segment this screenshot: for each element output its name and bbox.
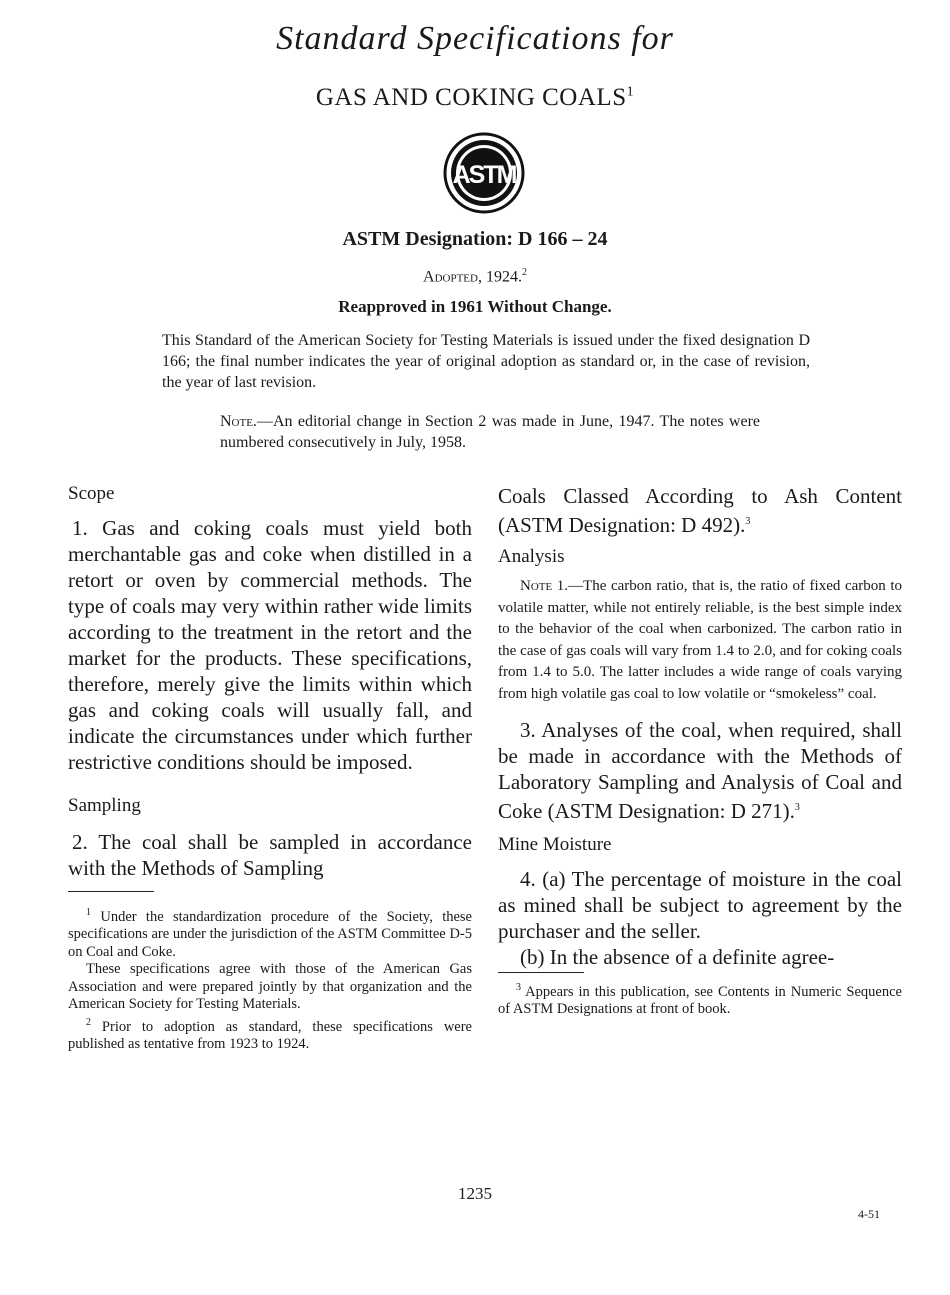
page-number: 1235 bbox=[458, 1184, 492, 1203]
note-1-label: Note 1. bbox=[520, 578, 569, 594]
designation: ASTM Designation: D 166 – 24 bbox=[342, 228, 608, 250]
footnote-3-text: Appears in this publication, see Contents in Numeric Sequence of ASTM Designations at front of book. bbox=[498, 983, 902, 1018]
editorial-note bbox=[220, 411, 760, 453]
footnote-2 bbox=[68, 1014, 472, 1054]
footnote-2-text: Prior to adoption as standard, these specifications were published as tentative from 1923 to 1924. bbox=[68, 1018, 472, 1053]
footnote-1-mark: 1 bbox=[86, 907, 91, 918]
continued-footnote-mark: 3 bbox=[745, 516, 751, 527]
footnote-rule-left bbox=[68, 891, 154, 892]
continued-paragraph bbox=[498, 483, 902, 538]
footnotes-right bbox=[498, 979, 902, 1019]
analysis-paragraph bbox=[498, 717, 902, 824]
adopted-line bbox=[0, 267, 950, 286]
editorial-note-text: —An editorial change in Section 2 was made in June, 1947. The notes were numbered consecutively in July, 1958. bbox=[220, 413, 760, 451]
continued-text: Coals Classed According to Ash Content (ASTM Designation: D 492). bbox=[498, 484, 902, 537]
footnote-rule-right bbox=[498, 972, 584, 973]
editorial-note-label: Note. bbox=[220, 413, 257, 430]
analysis-text: 3. Analyses of the coal, when required, shall be made in accordance with the Methods of Laboratory Sampling and Analysis of Coal and Coke (ASTM Designation: D 271). bbox=[498, 718, 902, 823]
footnote-1 bbox=[68, 904, 472, 961]
reapproved-line: Reapproved in 1961 Without Change. bbox=[338, 297, 612, 316]
title-main-text: GAS AND COKING COALS bbox=[315, 84, 627, 111]
left-column bbox=[68, 483, 472, 1054]
note-1 bbox=[498, 576, 902, 705]
scope-paragraph: 1. Gas and coking coals must yield both merchantable gas and coke when distilled in a retort or oven by commercial methods. The type of coals may very within rather wide limits according to the treatment in the retort and the market for the products. These specifications, therefore, merely give the limits within which gas and coking coals will usually fall, and indicate the circumstances under which further restrictive conditions should be imposed. bbox=[68, 516, 472, 774]
astm-seal-icon bbox=[443, 132, 525, 214]
footnote-1-continued: These specifications agree with those of the American Gas Association and were prepared jointly by that organization and the American Society for Testing Materials. bbox=[68, 961, 472, 1013]
footnote-3 bbox=[498, 979, 902, 1019]
footnote-1-text: Under the standardization procedure of the Society, these specifications are under the jurisdiction of the ASTM Committee D-5 on Coal and Coke. bbox=[68, 908, 472, 960]
moisture-paragraph-b: (b) In the absence of a definite agree- bbox=[520, 945, 835, 969]
scope-heading: Scope bbox=[68, 483, 115, 504]
logo-text: ASTM bbox=[452, 161, 516, 189]
moisture-paragraph-a: 4. (a) The percentage of moisture in the coal as mined shall be subject to agreement by the purchaser and the seller. bbox=[498, 867, 902, 943]
title-italic: Standard Specifications for bbox=[276, 20, 674, 57]
print-code: 4-51 bbox=[858, 1207, 880, 1221]
footnote-3-mark: 3 bbox=[516, 982, 521, 993]
footnote-2-mark: 2 bbox=[86, 1016, 91, 1028]
sampling-heading: Sampling bbox=[68, 795, 141, 816]
analysis-footnote-mark: 3 bbox=[794, 802, 800, 813]
mine-moisture-heading: Mine Moisture bbox=[498, 834, 612, 855]
note-1-text: —The carbon ratio, that is, the ratio of fixed carbon to volatile matter, while not entirely reliable, is the best simple index to the behavior of the coal when carbonized. The carbon ratio in the case of gas coals will vary from 1.4 to 2.0, and for coking coals from 1.4 to 5.0. The latter includes a wide range of coals varying from high volatile gas coal to low volatile or “smokeless” coal. bbox=[498, 578, 902, 702]
sampling-paragraph: 2. The coal shall be sampled in accordance with the Methods of Sampling bbox=[68, 830, 472, 880]
adopted-year: , 1924. bbox=[477, 268, 522, 286]
adopted-label: Adopted bbox=[423, 268, 478, 286]
analysis-heading: Analysis bbox=[498, 546, 565, 567]
title-main bbox=[0, 84, 950, 112]
right-column bbox=[498, 483, 902, 1019]
intro-paragraph: This Standard of the American Society for Testing Materials is issued under the fixed designation D 166; the final number indicates the year of original adoption as standard or, in the case of revision, the year of last revision. bbox=[162, 332, 810, 391]
title-footnote-mark: 1 bbox=[626, 84, 635, 100]
footnotes-left bbox=[68, 904, 472, 1054]
adopted-footnote-mark: 2 bbox=[521, 267, 527, 278]
